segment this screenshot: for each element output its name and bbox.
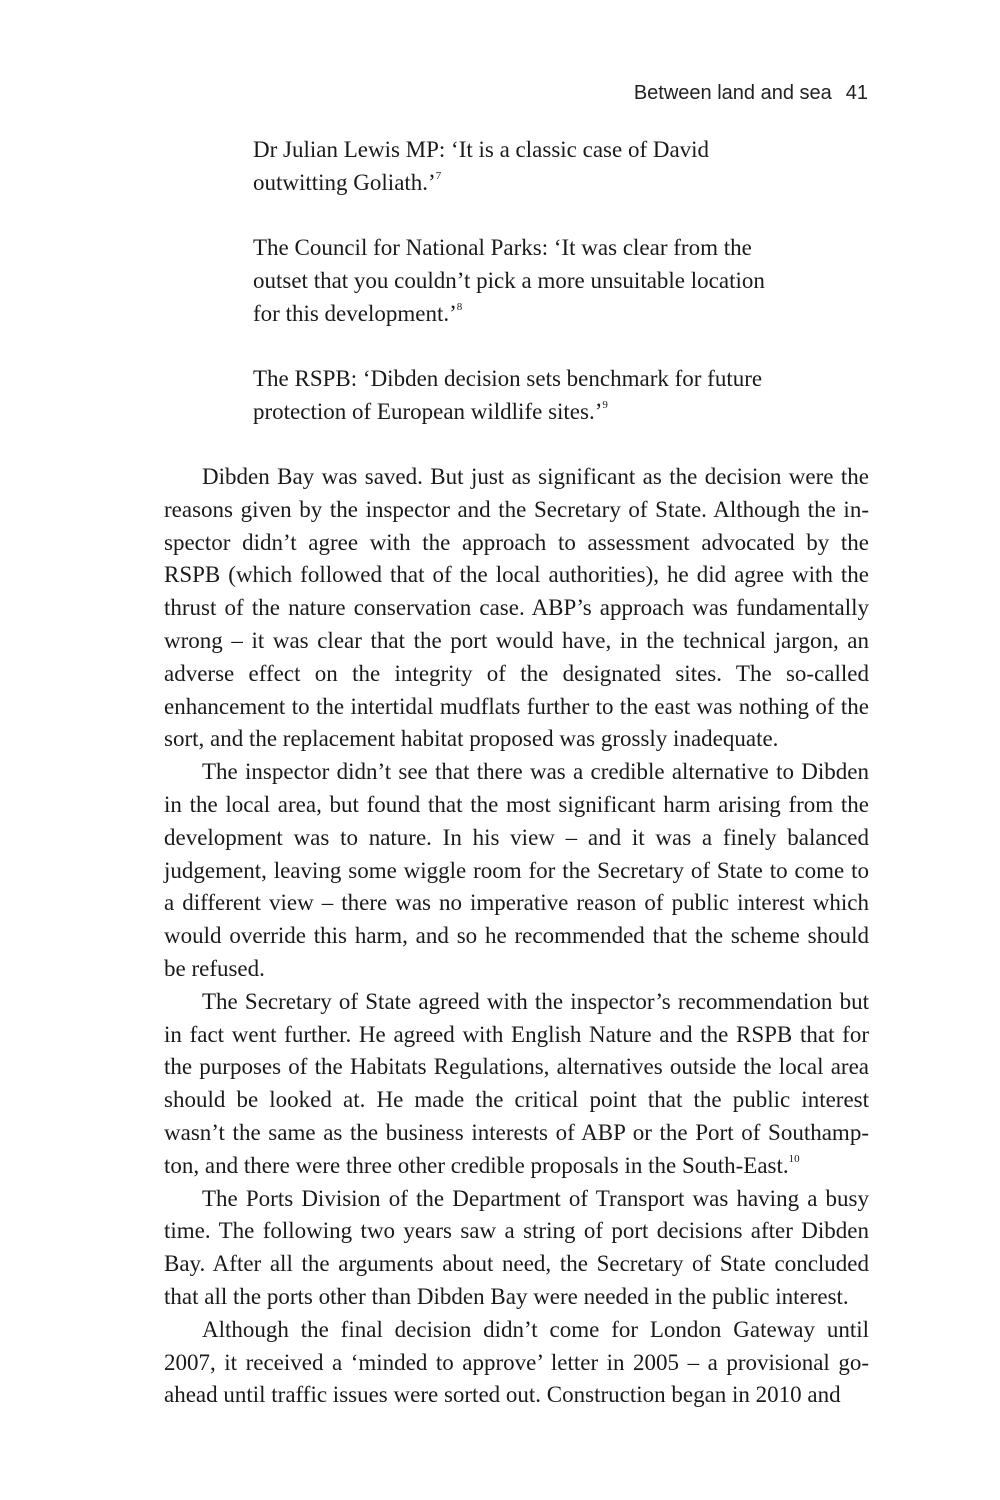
quote-line: protection of European wildlife sites.’ bbox=[253, 399, 603, 424]
quote-line: The RSPB: ‘Dibden decision sets benchmark for future bbox=[253, 366, 763, 391]
paragraph-text: Dibden Bay was saved. But just as significant as the decision were the reasons given by the inspector and the Secretary of State. Although the inspector didn’t agree with the approach to assessment advocated by the RSPB (which followed that of the local authorities), he did agree with the thrust of the nature conservation case. ABP’s approach was fundamentally wrong – it was clear that the port would have, in the technical jargon, an adverse effect on the integrity of the designated sites. The so-called enhancement to the intertidal mudflats further to the east was nothing of the sort, and the replacement habitat proposed was grossly inadequate. bbox=[164, 464, 869, 752]
paragraph bbox=[164, 1314, 869, 1412]
footnote-marker: 9 bbox=[602, 399, 608, 412]
running-header bbox=[634, 82, 868, 105]
quote-line: for this development.’ bbox=[253, 301, 457, 326]
paragraph bbox=[164, 1183, 869, 1314]
paragraph bbox=[164, 986, 869, 1183]
footnote-marker: 8 bbox=[456, 301, 463, 314]
paragraph-text: The inspector didn’t see that there was a credible alternative to Dibden in the local area, but found that the most significant harm arising from the development was to nature. In his view – and it was a finely balanced judgement, leaving some wiggle room for the Secretary of State to come to a different view – there was no imperative reason of public interest which would override this harm, and so he recommended that the scheme should be refused. bbox=[164, 759, 869, 981]
paragraph bbox=[164, 461, 869, 756]
quotation-block bbox=[253, 133, 813, 428]
paragraph-text: The Secretary of State agreed with the inspector’s recommendation but in fact went further. He agreed with English Nature and the RSPB that for the purposes of the Habitats Regulations, alternatives outside the local area should be looked at. He made the critical point that the public interest wasn’t the same as the business interests of ABP or the Port of Southampton, and there were three other credible proposals in the South-East. bbox=[164, 988, 869, 1178]
quote-council-national-parks bbox=[253, 231, 813, 330]
paragraph-text: Although the final decision didn’t come for London Gateway until 2007, it received a ‘minded to approve’ letter in 2005 – a provisional go-ahead until traffic issues were sorted out. Construction began in 2010 and bbox=[164, 1316, 869, 1408]
page-number: 41 bbox=[845, 82, 868, 104]
paragraph bbox=[164, 756, 869, 986]
quote-line: outset that you couldn’t pick a more unsuitable location bbox=[253, 268, 765, 293]
quote-line: The Council for National Parks: ‘It was clear from the bbox=[253, 235, 752, 260]
body-text bbox=[164, 461, 869, 1412]
quote-line: Dr Julian Lewis MP: ‘It is a classic case of David bbox=[253, 137, 710, 162]
quote-rspb bbox=[253, 362, 813, 428]
quote-line: outwitting Goliath.’ bbox=[253, 170, 436, 195]
quote-julian-lewis bbox=[253, 133, 813, 199]
footnote-marker: 7 bbox=[435, 170, 442, 183]
footnote-marker: 10 bbox=[788, 1153, 800, 1166]
running-title: Between land and sea bbox=[633, 82, 832, 104]
paragraph-text: The Ports Division of the Department of Transport was having a busy time. The following two years saw a string of port decisions after Dibden Bay. After all the arguments about need, the Secretary of State concluded that all the ports other than Dibden Bay were needed in the public interest. bbox=[164, 1185, 869, 1309]
